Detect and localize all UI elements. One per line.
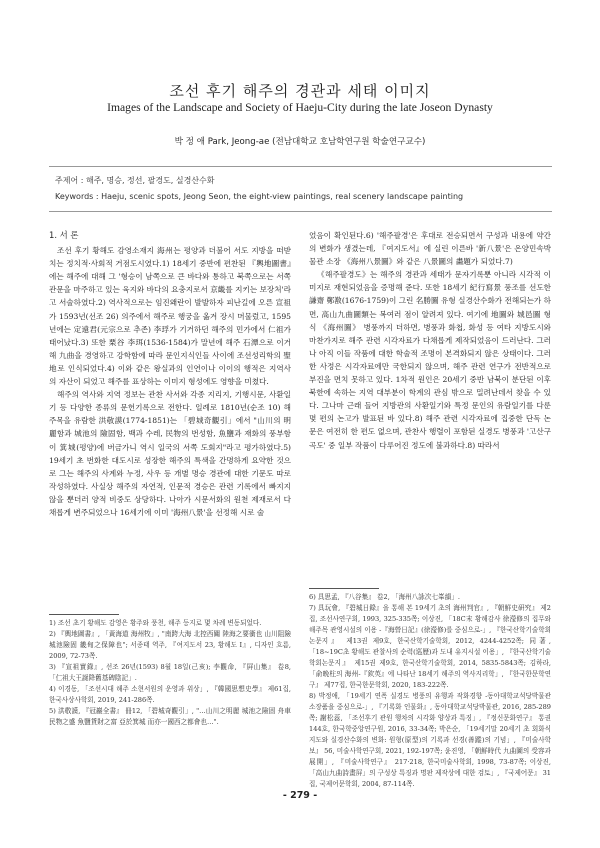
keywords-english: Keywords : Haeju, scenic spots, Jeong Seon, the eight-view paintings, real scenery landscape painting (55, 192, 464, 201)
paragraph: 해주의 역사와 지역 정보는 관찬 사서와 각종 지리지, 기행시문, 사환일기 등 다양한 종류의 문헌기록으로 전한다. 일례로 1810년(순조 10) 해주목을 유람한 洪敬謨(1774-1851)는 「碧城奇觀引」에서 "山川의 明麗함과 城池의 險固함, 백과 수레, 民物의 번성함, 魚鹽과 재화의 풍부함이 箕城(평양)에 버금가니 역시 일국의 서쪽 도회지"라고 평가하였다.5) 19세기 초 번화한 대도시로 성장한 해주의 특색을 간명하게 요약한 것으로 그는 해주의 사계와 누정, 사우 등 개별 명승 경관에 대한 기문도 따로 작성하였다. 사실상 해주의 자연적, 인문적 경승은 관련 기록에서 빠지지 않을 뿐더러 양적 비중도 상당하다. 나아가 시문서화의 원천 제재로서 다채롭게 변주되었으나 16세기에 이미 '海州八景'을 선정해 시로 술 (49, 390, 291, 517)
title-english: Images of the Landscape and Society of Haeju-City during the late Joseon Dynasty (107, 101, 493, 114)
footnotes-right (309, 592, 551, 790)
keywords-box (49, 166, 552, 212)
footnote: 8) 박정애, 「19세기 연폭 실경도 병풍의 유행과 작화경향 -동아대학교석당박물관 소장품을 중심으로-」, 『기록화 인물화』, 동아대학교석당박물관, 2016, 285-289쪽; 謝松蕊, 「조선후기 관원 행차의 시각화 양상과 특징」, 『정신문화연구』 통권 144호, 한국학중앙연구원, 2016, 33-34쪽; 박은순, 「19세기말 20세기 초 회화식 지도와 실경산수화의 변화: 원형(原型)의 기록과 선경(善蹤)의 기념」, 『미술사학보』 56, 미술사학연구회, 2021, 192-197쪽; 윤진영, 「朝鮮時代 九曲圖의 受容과 展開」, 『미술사학연구』 217·218, 한국미술사학회, 1998, 73-87쪽; 이상진, 「高山九曲詩畫屏」의 구성상 특징과 명판 제작상에 대한 검토」, 『국제어문』 31집, 국제어문학회, 2004, 87-114쪽. (309, 692, 551, 788)
left-column (49, 229, 291, 519)
footnote: 2) 『輿地圖書』, 「黃海道 海州牧」, "南跨大海 北控西關 陸海之要衝也 山川阻險 城池險固 畿甸之保障也"; 서종태 역주, 『여지도서 23, 황해도 Ⅰ』, 디자인 흐름, 2009, 72-73쪽. (49, 630, 291, 660)
footnote: 5) 洪敬謨, 『冠巖全書』 冊12, 「碧城奇觀引」, "…山川之明麗 城池之險固 舟車民物之盛 魚鹽貨財之富 亞於箕城 而亦一國西之都會也…". (49, 707, 291, 726)
keywords-korean: 주제어 : 해주, 명승, 정선, 팔경도, 실경산수화 (55, 176, 215, 185)
paragraph: 《해주팔경도》는 해주의 경관과 세태가 문자기록뿐 아니라 시각적 이미지로 재현되었음을 증명해 준다. 또한 18세기 紀行寫景 풍조를 선도한 謙齋 鄭敾(1676-1759)이 그린 名勝圖 유형 실경산수화가 전해되는가 하면, 高山九曲圖類는 복여러 점이 알려져 있다. 여기에 地圖와 城邑圖 형식 《海州圖》 병풍까지 더하면, 병풍과 화첩, 화성 등 여타 지방도시와 마찬가지로 해주 관련 시각자료가 다채롭게 제작되었음이 드러난다. 그러나 아직 이들 작품에 대한 학술적 조명이 본격화되지 않은 상태이다. 그러한 사정은 시각자료에만 국한되지 않으며, 해주 관련 연구가 전반적으로 부진을 면치 못하고 있다. 1차적 원인은 20세기 중반 남북이 분단된 이후 북한에 속하는 지역 대부분이 학계의 관심 밖으로 밀려난데서 찾을 수 있다. 그나마 근래 들어 지방관의 사환일기와 특정 문인의 유람일기를 다룬 몇 편의 논고가 발표된 바 있다.8) 해주 관련 시각자료에 집중한 단독 논문은 여전히 한 편도 없으며, 관찬사 행렬이 포함된 실경도 병풍과 '고산구곡도' 중 일부 작품이 다루어진 정도에 불과하다.8) 따라서 (309, 270, 551, 450)
section-heading: 1. 서 론 (49, 230, 79, 240)
footnote: 1) 조선 초기 황해도 감영은 황주와 풍천, 해주 등지로 몇 차례 변동되었다. (49, 619, 262, 627)
paragraph: 었음이 확인된다.6) '해주팔경'은 후대로 전승되면서 구성과 내용에 약간의 변화가 생겼는데, 『여지도서』에 실린 이른바 '新八景'은 온양민속박물관 소장 《海州八景圖》와 같은 八景圖의 畵題가 되었다.7) (309, 231, 551, 267)
author-line: 박 정 애 Park, Jeong-ae (전남대학교 호남학연구원 학술연구교수) (174, 137, 426, 147)
right-column (309, 229, 551, 452)
footnote-rule (309, 588, 379, 589)
footnote-rule (49, 614, 119, 615)
footnote: 6) 具思孟, 『八谷集』 卷2, 「海州八詠次七峯韻」. (309, 593, 460, 601)
footnote: 7) 具玩會, 『碧城日錄』을 통해 본 19세기 초의 海州判官』, 『朝鮮史研究』 제2집, 조선사연구회, 1993, 325-335쪽; 이상진, 「18C末 황해감사 徐瀅修의 집무와 해주목 관영시설의 이용 -『海營日記』(徐瀅修)를 중심으로-」, 『한국산학기술학회논문지』 제13권 제9호, 한국산학기술학회, 2012, 4244-4252쪽; 同著, 「18~19C초 황해도 관찰사의 순력(巡歷)과 도내 유지시설 이용」, 『한국산학기술학회논문지』 제15권 제9호, 한국산학기술학회, 2014, 5835-5843쪽; 김하라, 「俞晩柱의 海州-『欽英』에 나타난 18세기 해주의 역사지리학」, 『한국한문학연구』 제77집, 한국한문학회, 2020, 183-222쪽. (309, 604, 551, 689)
paragraph: 조선 후기 황해도 감영소재지 海州는 평양과 더불어 서도 지방을 떠받치는 정치적·사회적 거점도시였다.1) 18세기 중반에 편찬된 『輿地圖書』에는 해주에 대해 그 '형승이 남쪽으로 큰 바다와 통하고 북쪽으로는 서쪽 관문을 마주하고 있는 육지와 바다의 요충지로서 京畿를 지키는 보장처'라고 서술하였다.2) 역사적으로는 임진왜란이 발발하자 피난길에 오른 宣祖가 1593년(선조 26) 의주에서 해주로 행궁을 옮겨 장시 머물렀고, 1595년에는 定遠君(元宗으로 추존) 李琈가 기거하던 해주의 민가에서 仁祖가 태어났다.3) 또한 栗谷 李珥(1536-1584)가 말년에 해주 石潭으로 이거해 九曲을 경영하고 강학함에 따라 문인지식인들 사이에 조선성리학의 聖地로 인식되었다.4) 이와 같은 왕실과의 인연이나 이이의 행적은 지역사의 자산이 되었고 해주를 표상하는 이미지 형성에도 영향을 미쳤다. (49, 246, 291, 387)
page-number: - 279 - (282, 790, 318, 801)
footnotes-left (49, 618, 291, 728)
title-korean: 조선 후기 해주의 경관과 세태 이미지 (169, 82, 431, 100)
footnote: 4) 이경동, 「조선시대 해주 소현서원의 운영과 위상」, 『韓國思想史學』 제61집, 한국사상사학회, 2019, 241-286쪽. (49, 685, 291, 704)
footnote: 3) 『宣祖實錄』, 선조 26년(1593) 8월 18일(己亥); 李觀命, 『屛山集』 卷8, 「仁祖大王誕降舊基碑陰記」. (49, 663, 291, 682)
